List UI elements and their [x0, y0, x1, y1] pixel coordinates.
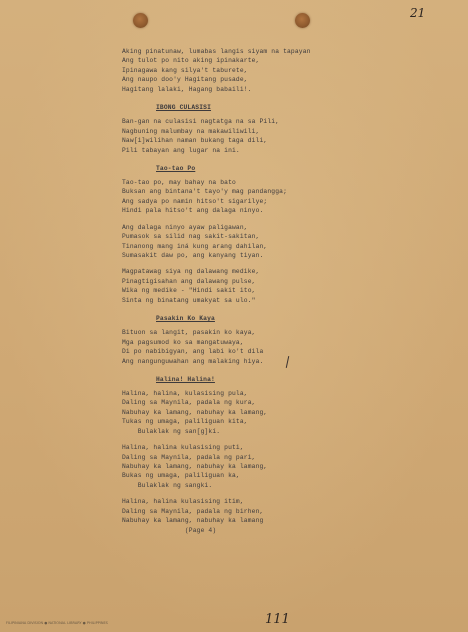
poem-line: Naw[i]wilihan naman bukang taga dili, — [122, 137, 268, 145]
stanza-gap — [122, 260, 452, 267]
poem-line: Bukas ng umaga, paliliguan ka, — [122, 472, 240, 480]
binder-hole-right — [295, 13, 310, 28]
poem-line: Nabuhay ka lamang, nabuhay ka lamang, — [122, 463, 268, 470]
poem-line: Ipinagawa kang silya't taburete, — [122, 66, 248, 74]
poem-line: Nabuhay ka lamang, nabuhay ka lamang — [122, 517, 264, 525]
poem-line: Daling sa Maynila, padala ng pari, — [122, 453, 256, 461]
poem-line: Bituon sa langit, pasakin ko kaya, — [122, 329, 256, 337]
poem-line: Ban-gan na culasisi nagtatga na sa Pili, — [122, 118, 280, 126]
poem-line: Buksan ang bintana't tayo'y mag pandangga; — [122, 188, 288, 196]
poem-line: Hindi pala hitso't ang dalaga ninyo. — [122, 207, 264, 215]
poem-line: Daling sa Maynila, padala ng kura, — [122, 399, 256, 407]
poem-line: Magpatawag siya ng dalawang medike, — [122, 268, 260, 276]
poem-line: Ang naupo doo'y Hagitang pusade, — [122, 76, 248, 84]
poem-line: Di po nabibigyan, ang labi ko't dila — [122, 348, 264, 356]
poem-line: Daling sa Maynila, padala ng birhen, — [122, 507, 264, 515]
poem-line: Mga pagsumod ko sa mangatuwaya, — [122, 338, 244, 346]
poem-line: Nabuhay ka lamang, nabuhay ka lamang, — [122, 408, 268, 416]
section-heading: IBONG CULASISI — [156, 104, 212, 112]
poem-line: Pumasok sa silid nag sakit-sakitan, — [122, 233, 260, 241]
binder-hole-left — [133, 13, 148, 28]
poem-body — [122, 47, 452, 535]
poem-line: Ang tulot po nito aking ipinakarte, — [122, 57, 260, 65]
poem-line: Nagbuning malumbay na makawiliwili, — [122, 127, 260, 135]
poem-line: Bulaklak ng sangki. — [122, 481, 213, 489]
poem-line: Bulaklak ng san[g]kí. — [122, 427, 221, 435]
poem-line: Halina, halina kulasising itim, — [122, 498, 244, 506]
stanza-gap — [122, 216, 452, 223]
poem-line: Hagitang lalaki, Hagang babaili!. — [122, 85, 252, 93]
poem-line: Tao-tao po, may bahay na bato — [122, 178, 236, 186]
section-heading: Tao-tao Po — [156, 164, 196, 172]
poem-line: Halina, halina, kulasising pula, — [122, 389, 248, 397]
poem-line: Aking pinatunaw, lumabas langis siyam na tapayan — [122, 48, 311, 55]
handwritten-mark: 111 — [265, 612, 290, 627]
section-gap — [122, 366, 452, 373]
section-heading: Halina! Halina! — [156, 375, 215, 383]
stanza-gap — [122, 436, 452, 443]
poem-line: Halina, halina kulasising puti, — [122, 444, 244, 452]
poem-line: Sumasakit daw po, ang kanyang tiyan. — [122, 252, 264, 259]
section-gap — [122, 155, 452, 162]
poem-line: Ang sadya po namin hitso't sigarilye; — [122, 197, 268, 205]
section-gap — [122, 305, 452, 312]
library-footer: FILIPINIANA DIVISION ● NATIONAL LIBRARY ● PHILIPPINES — [6, 621, 108, 625]
poem-line: Ang dalaga ninyo ayaw paligawan, — [122, 223, 248, 231]
poem-line: Sinta ng binatang umakyat sa ulo." — [122, 296, 256, 304]
section-gap — [122, 94, 452, 101]
poem-line: (Page 4) — [122, 526, 217, 534]
poem-line: Wika ng medike - "Hindi sakit ito, — [122, 287, 256, 295]
page-number: 21 — [410, 6, 426, 20]
poem-line: Pinagtigisahan ang dalawang pulse, — [122, 277, 256, 285]
poem-line: Ang nangunguwahan ang malaking hiya. — [122, 357, 264, 365]
section-heading: Pasakin Ko Kaya — [156, 315, 215, 323]
stanza-gap — [122, 490, 452, 497]
poem-line: Pili tabayan ang lugar na ini. — [122, 146, 240, 154]
poem-line: Tukas ng umaga, paliliguan kita, — [122, 418, 248, 426]
poem-line: Tinanong mang iná kung arang dahilan, — [122, 242, 268, 250]
